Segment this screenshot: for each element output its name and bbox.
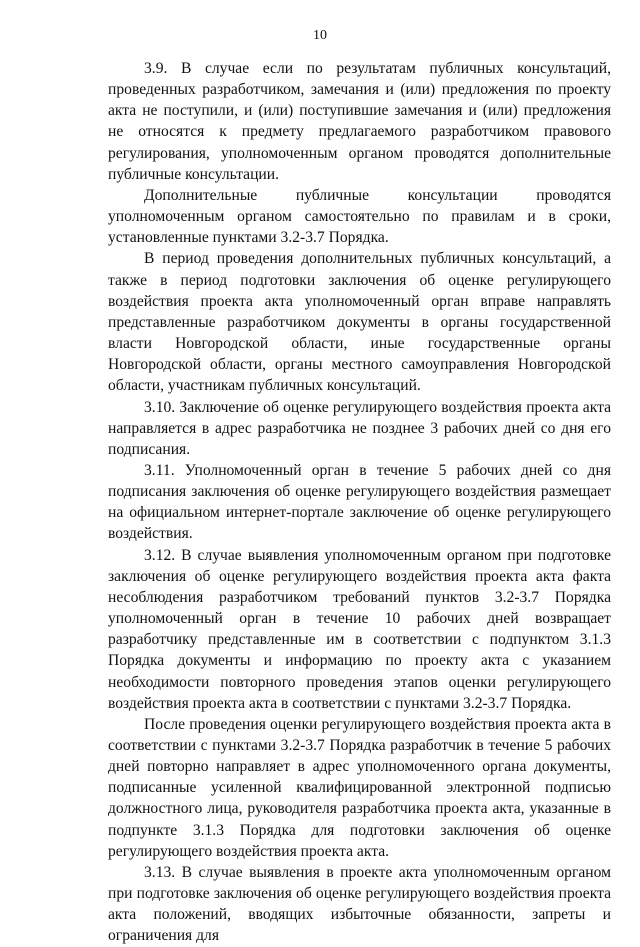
paragraph-3-11: 3.11. Уполномоченный орган в течение 5 рабочих дней со дня подписания заключения об оценке регулирующего воздействия размещает на официальном интернет-портале заключение об оценке регулирующего воздействия. (108, 461, 611, 543)
page-number: 10 (313, 28, 327, 43)
paragraph-3-13: 3.13. В случае выявления в проекте акта уполномоченным органом при подготовке заключения об оценке регулирующего воздействия проекта акта положений, вводящих избыточные обязанности, запреты и ограничения для (108, 863, 611, 945)
paragraph-3-10: 3.10. Заключение об оценке регулирующего воздействия проекта акта направляется в адрес разработчика не позднее 3 рабочих дней со дня его подписания. (108, 398, 611, 458)
paragraph-consultation-period: В период проведения дополнительных публичных консультаций, а также в период подготовки заключения об оценке регулирующего воздействия проекта акта уполномоченный орган вправе направлять представленные разработчиком документы в органы государственной власти Новгородской области, иные государственные органы Новгородской области, органы местного самоуправления Новгородской области, участникам публичных консультаций. (108, 250, 611, 395)
paragraph-3-12: 3.12. В случае выявления уполномоченным органом при подготовке заключения об оценке регулирующего воздействия проекта акта факта несоблюдения разработчиком требований пунктов 3.2-3.7 Порядка уполномоченный орган в течение 10 рабочих дней возвращает разработчику представленные им в соответствии с подпунктом 3.1.3 Порядка документы и информацию по проекту акта с указанием необходимости повторного проведения этапов оценки регулирующего воздействия проекта акта в соответствии с пунктами 3.2-3.7 Порядка. (108, 546, 611, 712)
paragraph-additional-consultations: Дополнительные публичные консультации проводятся уполномоченным органом самостоятельно по правилам и в сроки, установленные пунктами 3.2-3.7 Порядка. (108, 186, 611, 247)
paragraph-after-assessment: После проведения оценки регулирующего воздействия проекта акта в соответствии с пунктами 3.2-3.7 Порядка разработчик в течение 5 рабочих дней повторно направляет в адрес уполномоченного органа документы, подписанные усиленной квалифицированной электронной подписью должностного лица, руководителя разработчика проекта акта, указанные в подпункте 3.1.3 Порядка для подготовки заключения об оценке регулирующего воздействия проекта акта. (108, 715, 611, 860)
document-body (108, 58, 611, 947)
paragraph-3-9: 3.9. В случае если по результатам публичных консультаций, проведенных разработчиком, замечания и (или) предложения по проекту акта не поступили, и (или) поступившие замечания и (или) предложения не относятся к предмету предлагаемого разработчиком правового регулирования, уполномоченным органом проводятся дополнительные публичные консультации. (108, 60, 611, 183)
